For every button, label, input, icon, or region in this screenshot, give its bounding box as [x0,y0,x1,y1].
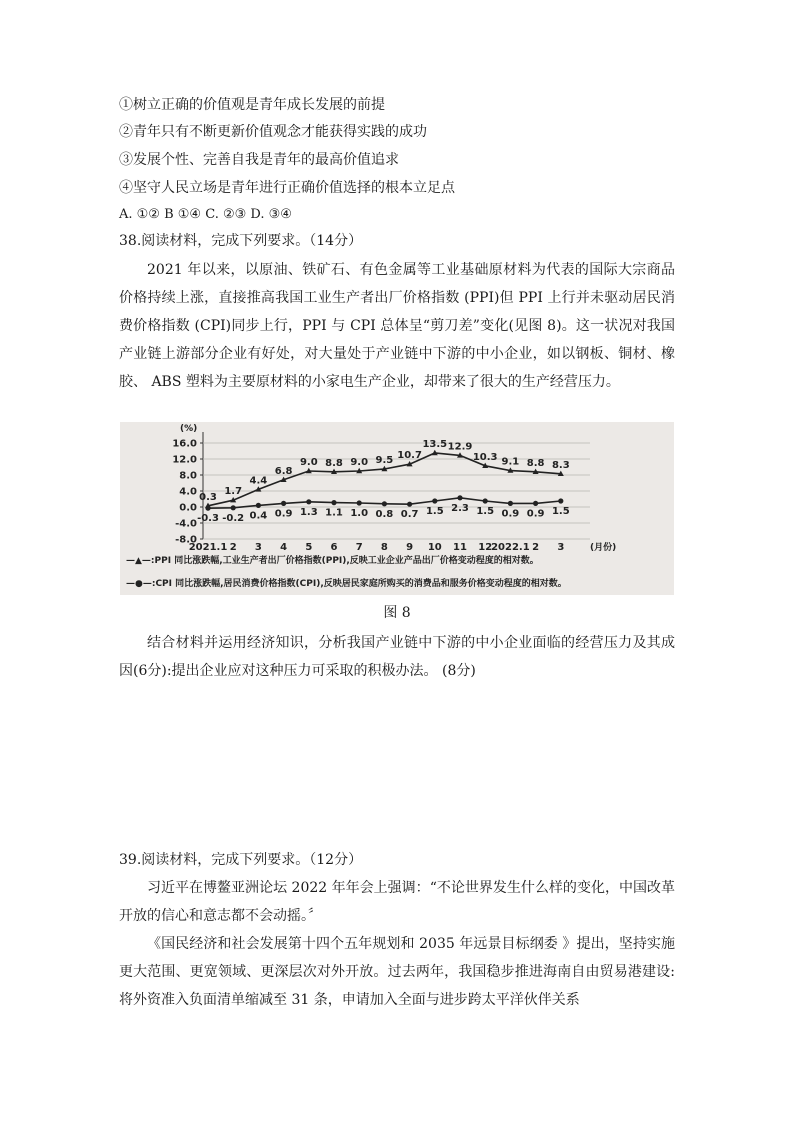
cpi-data-label: 1.5 [425,506,444,517]
ppi-data-label: 8.8 [526,457,545,469]
ppi-data-label: 0.3 [199,491,217,503]
y-tick-label: 4.0 [179,486,197,498]
cpi-point [558,498,563,503]
ppi-data-label: 8.8 [325,457,343,469]
cpi-data-label: -0.2 [222,512,245,524]
cpi-data-label: 0.9 [501,508,520,520]
cpi-data-label: -0.3 [197,513,219,525]
x-tick-label: 4 [280,542,288,553]
x-tick-label: 6 [330,542,338,553]
cpi-point [256,503,261,508]
ppi-data-label: 10.3 [472,451,498,463]
option-1: ①树立正确的价值观是青年成长发展的前提 [119,97,385,113]
y-tick-label: 0.0 [179,502,197,514]
x-tick-label: 3 [254,542,262,553]
cpi-data-label: 1.5 [476,506,495,517]
x-tick-label: 2022.1 [491,542,530,553]
x-tick-label: 7 [355,542,363,553]
cpi-point [205,506,210,511]
cpi-data-label: 1.5 [551,506,570,517]
x-tick-label: 2 [532,542,540,553]
y-tick-label: -4.0 [175,518,197,530]
ppi-data-label: 6.8 [274,465,293,477]
y-tick-label: -8.0 [175,534,197,546]
ppi-data-label: 13.5 [422,439,448,450]
cpi-point [281,501,286,506]
y-axis-unit: (%) [180,424,198,434]
x-tick-label: 8 [380,542,388,553]
cpi-point [483,498,488,503]
x-tick-label: 12 [478,542,493,553]
cpi-point [533,501,538,506]
ppi-data-label: 9.5 [375,455,394,466]
x-axis-unit: (月份) [590,543,617,553]
q39-para-2: 《国民经济和社会发展第十四个五年规划和 2035 年远景目标纲委 》提出，坚持实施更大范围、更宽领域、更深层次对外开放。过去两年，我国稳步推进海南自由贸易港建设:将外资准入负面清单缩减至 31 条，申请加入全面与进步跨太平洋伙伴关系 [119,936,675,1008]
y-tick-label: 8.0 [179,470,197,482]
x-tick-label: 3 [557,542,565,553]
x-tick-label: 5 [305,542,313,553]
ppi-data-label: 8.3 [551,459,570,471]
q38-title: 38.阅读材料，完成下列要求。（14分） [119,233,363,249]
chart-figure-8 [120,422,674,595]
cpi-point [306,499,311,504]
option-2: ②青年只有不断更新价值观念才能获得实践的成功 [119,124,427,140]
q39-title: 39.阅读材料，完成下列要求。（12分） [119,852,363,868]
ppi-data-label: 1.7 [224,486,243,498]
cpi-point [231,505,236,510]
figure-caption: 图 8 [383,605,411,621]
cpi-data-label: 0.8 [375,508,394,520]
ppi-data-label: 9.0 [350,457,369,468]
ppi-cpi-chart [120,422,674,562]
ppi-data-label: 4.4 [249,475,268,487]
cpi-data-label: 2.3 [451,502,469,514]
answer-choices: A. ①② B ①④ C. ②③ D. ③④ [119,207,292,222]
q39-para-1: 习近平在博鳌亚洲论坛 2022 年年会上强调：“不论世界发生什么样的变化，中国改革开放的信心和意志都不会动摇。〞 [119,880,675,924]
cpi-point [357,500,362,505]
x-tick-label: 2 [229,542,237,553]
legend-cpi: —●—:CPI 同比涨跌幅,居民消费价格指数(CPI),反映居民家庭所购买的消费品和服务价格变动程度的相对数。 [126,579,567,589]
legend-ppi: —▲—:PPI 同比涨跌幅,工业生产者出厂价格指数(PPI),反映工业企业产品出厂价格变动程度的相对数。 [126,556,539,566]
y-tick-label: 12.0 [172,454,197,466]
q38-requirement: 结合材料并运用经济知识，分析我国产业链中下游的中小企业面临的经营压力及其成因(6分):提出企业应对这种压力可采取的积极办法。 (8分) [119,635,675,679]
cpi-data-label: 1.0 [350,508,369,519]
ppi-data-label: 12.9 [447,441,473,453]
cpi-data-label: 1.3 [299,506,318,518]
cpi-data-label: 0.9 [526,508,545,520]
cpi-data-label: 0.7 [400,509,419,521]
x-tick-label: 2021.1 [188,542,228,553]
cpi-data-label: 0.9 [274,508,293,520]
x-tick-label: 10 [427,542,442,553]
cpi-data-label: 1.1 [325,507,343,519]
cpi-point [331,500,336,505]
cpi-point [432,498,437,503]
cpi-point [457,495,462,500]
ppi-data-label: 10.7 [397,450,422,462]
cpi-data-label: 0.4 [249,510,268,522]
cpi-point [407,502,412,507]
cpi-point [508,501,513,506]
ppi-data-label: 9.1 [501,456,520,468]
x-tick-label: 9 [406,542,414,553]
x-tick-label: 11 [453,542,467,553]
option-3: ③发展个性、完善自我是青年的最高价值追求 [119,152,399,168]
ppi-data-label: 9.0 [299,457,318,468]
y-tick-label: 16.0 [172,438,197,450]
q38-material: 2021 年以来，以原油、铁矿石、有色金属等工业基础原材料为代表的国际大宗商品价格持续上涨，直接推高我国工业生产者出厂价格指数 (PPI)但 PPI 上行并未驱动居民消费价格指数 (CPI)同步上行，PPI 与 CPI 总体呈“剪刀差”变化(见图 8)。这一状况对我国产业链上游部分企业有好处，对大量处于产业链中下游的中小企业，如以钢板、铜材、橡胶、 ABS 塑料为主要原材料的小家电生产企业，却带来了很大的生产经营压力。 [119,262,675,390]
option-4: ④坚守人民立场是青年进行正确价值选择的根本立足点 [119,180,455,196]
cpi-point [382,501,387,506]
